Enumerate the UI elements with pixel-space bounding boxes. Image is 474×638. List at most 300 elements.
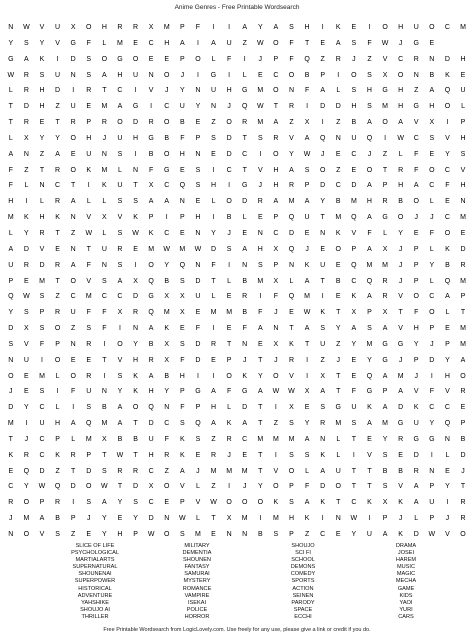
grid-letter[interactable]: M: [350, 198, 357, 206]
grid-letter[interactable]: R: [398, 166, 404, 174]
grid-letter[interactable]: F: [195, 325, 201, 333]
grid-letter[interactable]: M: [460, 340, 466, 348]
grid-letter[interactable]: D: [39, 467, 45, 475]
grid-letter[interactable]: L: [227, 404, 232, 412]
grid-letter[interactable]: N: [164, 404, 170, 412]
grid-letter[interactable]: H: [55, 420, 61, 428]
grid-letter[interactable]: D: [210, 245, 217, 253]
grid-letter[interactable]: D: [398, 404, 404, 412]
grid-letter[interactable]: E: [351, 24, 357, 31]
grid-letter[interactable]: E: [211, 150, 216, 158]
grid-letter[interactable]: A: [257, 325, 263, 333]
grid-letter[interactable]: S: [304, 166, 310, 174]
grid-letter[interactable]: W: [428, 531, 436, 538]
grid-letter[interactable]: M: [366, 261, 373, 269]
grid-letter[interactable]: I: [196, 372, 199, 380]
grid-letter[interactable]: A: [273, 119, 279, 127]
grid-letter[interactable]: R: [382, 198, 388, 206]
grid-letter[interactable]: A: [148, 372, 154, 380]
grid-letter[interactable]: N: [179, 198, 185, 206]
grid-letter[interactable]: K: [304, 515, 310, 523]
grid-letter[interactable]: A: [367, 420, 372, 428]
grid-letter[interactable]: L: [24, 182, 29, 190]
grid-letter[interactable]: K: [133, 372, 138, 380]
grid-letter[interactable]: A: [211, 420, 216, 428]
grid-letter[interactable]: H: [164, 39, 170, 47]
grid-letter[interactable]: B: [398, 198, 403, 206]
grid-letter[interactable]: W: [163, 245, 171, 253]
grid-letter[interactable]: S: [226, 245, 232, 253]
grid-letter[interactable]: U: [413, 24, 419, 31]
grid-letter[interactable]: L: [211, 293, 216, 301]
grid-letter[interactable]: N: [101, 261, 107, 269]
grid-letter[interactable]: L: [86, 198, 91, 206]
grid-letter[interactable]: P: [179, 214, 185, 222]
grid-letter[interactable]: W: [132, 229, 139, 237]
grid-letter[interactable]: R: [133, 467, 139, 475]
grid-letter[interactable]: S: [304, 451, 310, 459]
grid-letter[interactable]: E: [429, 39, 435, 47]
grid-letter[interactable]: N: [320, 229, 326, 237]
grid-letter[interactable]: O: [366, 166, 373, 174]
grid-letter[interactable]: E: [24, 372, 29, 380]
grid-letter[interactable]: Q: [319, 134, 326, 142]
grid-letter[interactable]: A: [102, 71, 107, 79]
grid-letter[interactable]: A: [367, 245, 372, 253]
grid-letter[interactable]: N: [195, 261, 201, 269]
grid-letter[interactable]: N: [70, 214, 76, 222]
grid-letter[interactable]: B: [117, 435, 123, 443]
grid-letter[interactable]: D: [429, 356, 435, 364]
grid-letter[interactable]: X: [226, 515, 232, 523]
grid-letter[interactable]: Z: [55, 293, 60, 301]
grid-letter[interactable]: O: [273, 87, 279, 95]
grid-letter[interactable]: U: [133, 71, 139, 79]
grid-letter[interactable]: O: [164, 150, 170, 158]
grid-letter[interactable]: C: [320, 531, 326, 538]
grid-letter[interactable]: A: [211, 388, 216, 396]
grid-letter[interactable]: I: [274, 451, 277, 459]
grid-letter[interactable]: N: [164, 515, 170, 523]
grid-letter[interactable]: T: [258, 356, 263, 364]
grid-letter[interactable]: I: [212, 24, 215, 31]
grid-letter[interactable]: H: [195, 214, 201, 222]
grid-letter[interactable]: V: [460, 166, 466, 174]
grid-letter[interactable]: O: [132, 404, 139, 412]
grid-letter[interactable]: C: [117, 87, 123, 95]
grid-letter[interactable]: P: [273, 214, 279, 222]
grid-letter[interactable]: C: [429, 404, 435, 412]
grid-letter[interactable]: S: [39, 293, 45, 301]
grid-letter[interactable]: M: [226, 309, 233, 317]
grid-letter[interactable]: A: [179, 467, 185, 475]
grid-letter[interactable]: E: [445, 325, 450, 333]
grid-letter[interactable]: I: [118, 325, 121, 333]
grid-letter[interactable]: I: [196, 71, 199, 79]
grid-letter[interactable]: X: [24, 325, 29, 333]
grid-letter[interactable]: J: [87, 515, 91, 523]
grid-letter[interactable]: R: [288, 356, 295, 364]
grid-letter[interactable]: P: [179, 499, 185, 507]
grid-letter[interactable]: K: [398, 499, 403, 507]
grid-letter[interactable]: A: [367, 182, 372, 190]
grid-letter[interactable]: S: [382, 483, 388, 491]
grid-letter[interactable]: N: [242, 531, 248, 538]
grid-letter[interactable]: E: [211, 531, 216, 538]
grid-letter[interactable]: K: [289, 340, 294, 348]
grid-letter[interactable]: K: [242, 372, 248, 380]
grid-letter[interactable]: Y: [351, 531, 357, 538]
grid-letter[interactable]: A: [320, 467, 325, 475]
grid-letter[interactable]: R: [86, 87, 92, 95]
grid-letter[interactable]: S: [367, 103, 372, 111]
grid-letter[interactable]: H: [210, 404, 217, 412]
grid-letter[interactable]: A: [24, 55, 29, 63]
grid-letter[interactable]: E: [86, 531, 92, 538]
grid-letter[interactable]: M: [148, 245, 155, 253]
grid-letter[interactable]: G: [413, 103, 419, 111]
grid-letter[interactable]: C: [39, 404, 45, 412]
grid-letter[interactable]: G: [70, 39, 76, 47]
grid-letter[interactable]: C: [444, 166, 450, 174]
grid-letter[interactable]: M: [101, 166, 108, 174]
grid-letter[interactable]: S: [320, 404, 325, 412]
grid-letter[interactable]: B: [179, 119, 185, 127]
grid-letter[interactable]: H: [226, 87, 232, 95]
grid-letter[interactable]: H: [8, 198, 14, 206]
grid-letter[interactable]: T: [351, 467, 356, 475]
grid-letter[interactable]: I: [321, 293, 324, 301]
grid-letter[interactable]: T: [398, 309, 403, 317]
grid-letter[interactable]: P: [460, 293, 466, 301]
grid-letter[interactable]: O: [54, 356, 61, 364]
grid-letter[interactable]: D: [320, 483, 326, 491]
grid-letter[interactable]: U: [86, 388, 92, 396]
grid-letter[interactable]: C: [335, 182, 341, 190]
grid-letter[interactable]: X: [429, 119, 435, 127]
grid-letter[interactable]: S: [86, 404, 92, 412]
grid-letter[interactable]: A: [273, 24, 279, 31]
grid-letter[interactable]: C: [242, 150, 248, 158]
grid-letter[interactable]: S: [86, 55, 92, 63]
grid-letter[interactable]: N: [257, 229, 263, 237]
grid-letter[interactable]: O: [101, 55, 108, 63]
grid-letter[interactable]: I: [56, 55, 59, 63]
grid-letter[interactable]: N: [133, 166, 139, 174]
grid-letter[interactable]: R: [8, 499, 14, 507]
grid-letter[interactable]: I: [212, 372, 215, 380]
grid-letter[interactable]: N: [70, 340, 76, 348]
grid-letter[interactable]: J: [398, 277, 403, 285]
grid-letter[interactable]: C: [148, 39, 154, 47]
grid-letter[interactable]: R: [413, 55, 419, 63]
grid-letter[interactable]: R: [413, 467, 419, 475]
grid-letter[interactable]: A: [304, 325, 310, 333]
grid-letter[interactable]: S: [367, 325, 372, 333]
grid-letter[interactable]: L: [305, 467, 310, 475]
grid-letter[interactable]: Q: [241, 103, 248, 111]
grid-letter[interactable]: O: [86, 24, 92, 31]
grid-letter[interactable]: F: [149, 166, 154, 174]
grid-letter[interactable]: Y: [211, 229, 216, 237]
grid-letter[interactable]: S: [195, 182, 201, 190]
grid-letter[interactable]: D: [133, 119, 139, 127]
grid-letter[interactable]: S: [257, 134, 263, 142]
grid-letter[interactable]: O: [241, 499, 248, 507]
grid-letter[interactable]: K: [86, 166, 92, 174]
grid-letter[interactable]: B: [460, 435, 466, 443]
grid-letter[interactable]: A: [304, 499, 310, 507]
grid-letter[interactable]: K: [445, 71, 450, 79]
grid-letter[interactable]: P: [133, 531, 138, 538]
grid-letter[interactable]: Y: [367, 356, 372, 364]
grid-letter[interactable]: Q: [8, 293, 14, 301]
grid-letter[interactable]: Q: [304, 55, 310, 63]
grid-letter[interactable]: L: [211, 198, 216, 206]
grid-letter[interactable]: S: [289, 420, 294, 428]
grid-letter[interactable]: W: [7, 71, 15, 79]
grid-letter[interactable]: T: [304, 39, 310, 47]
grid-letter[interactable]: R: [242, 293, 248, 301]
grid-letter[interactable]: O: [70, 277, 76, 285]
grid-letter[interactable]: L: [102, 198, 107, 206]
grid-letter[interactable]: H: [117, 531, 123, 538]
grid-letter[interactable]: F: [86, 261, 91, 269]
grid-letter[interactable]: I: [72, 404, 75, 412]
grid-letter[interactable]: V: [445, 531, 450, 538]
grid-letter[interactable]: S: [273, 531, 279, 538]
grid-letter[interactable]: R: [23, 71, 29, 79]
grid-letter[interactable]: R: [55, 261, 61, 269]
grid-letter[interactable]: T: [304, 340, 310, 348]
grid-letter[interactable]: Q: [195, 420, 201, 428]
grid-letter[interactable]: L: [211, 55, 216, 63]
grid-letter[interactable]: Q: [366, 277, 373, 285]
grid-letter[interactable]: P: [148, 214, 154, 222]
grid-letter[interactable]: A: [257, 388, 263, 396]
grid-letter[interactable]: M: [85, 293, 92, 301]
grid-letter[interactable]: Q: [288, 214, 295, 222]
grid-letter[interactable]: F: [367, 229, 372, 237]
grid-letter[interactable]: S: [382, 451, 388, 459]
grid-letter[interactable]: B: [148, 340, 154, 348]
grid-letter[interactable]: B: [164, 134, 170, 142]
grid-letter[interactable]: C: [70, 293, 76, 301]
grid-letter[interactable]: C: [8, 483, 14, 491]
grid-letter[interactable]: P: [39, 309, 45, 317]
grid-letter[interactable]: S: [195, 166, 201, 174]
grid-letter[interactable]: N: [195, 150, 201, 158]
grid-letter[interactable]: E: [164, 499, 170, 507]
grid-letter[interactable]: E: [24, 277, 29, 285]
grid-letter[interactable]: E: [39, 119, 45, 127]
grid-letter[interactable]: R: [460, 261, 466, 269]
grid-letter[interactable]: G: [382, 87, 388, 95]
grid-letter[interactable]: N: [335, 134, 341, 142]
grid-letter[interactable]: T: [102, 87, 107, 95]
grid-letter[interactable]: M: [179, 245, 186, 253]
grid-letter[interactable]: K: [148, 229, 154, 237]
grid-letter[interactable]: A: [351, 325, 357, 333]
grid-letter[interactable]: M: [272, 435, 279, 443]
grid-letter[interactable]: C: [429, 293, 435, 301]
grid-letter[interactable]: A: [398, 388, 403, 396]
grid-letter[interactable]: D: [320, 182, 326, 190]
grid-letter[interactable]: X: [304, 119, 310, 127]
grid-letter[interactable]: T: [39, 166, 45, 174]
grid-letter[interactable]: F: [429, 229, 434, 237]
grid-letter[interactable]: E: [445, 467, 450, 475]
grid-letter[interactable]: S: [179, 277, 185, 285]
grid-letter[interactable]: J: [414, 372, 418, 380]
grid-letter[interactable]: I: [306, 103, 309, 111]
grid-letter[interactable]: X: [273, 277, 279, 285]
grid-letter[interactable]: Z: [336, 340, 341, 348]
grid-letter[interactable]: V: [55, 39, 60, 47]
grid-letter[interactable]: Q: [444, 420, 451, 428]
grid-letter[interactable]: H: [133, 134, 139, 142]
grid-letter[interactable]: Q: [179, 182, 186, 190]
grid-letter[interactable]: D: [242, 404, 248, 412]
grid-letter[interactable]: O: [70, 372, 76, 380]
grid-letter[interactable]: A: [304, 134, 310, 142]
grid-letter[interactable]: O: [319, 166, 326, 174]
grid-letter[interactable]: P: [273, 261, 279, 269]
grid-letter[interactable]: M: [7, 420, 14, 428]
grid-letter[interactable]: O: [117, 340, 123, 348]
grid-letter[interactable]: H: [39, 103, 45, 111]
grid-letter[interactable]: K: [367, 499, 372, 507]
grid-letter[interactable]: E: [70, 150, 76, 158]
grid-letter[interactable]: U: [429, 499, 435, 507]
grid-letter[interactable]: E: [195, 451, 201, 459]
grid-letter[interactable]: X: [273, 340, 279, 348]
grid-letter[interactable]: A: [367, 293, 372, 301]
grid-letter[interactable]: V: [289, 134, 294, 142]
grid-letter[interactable]: M: [39, 372, 45, 380]
grid-letter[interactable]: H: [273, 182, 279, 190]
grid-letter[interactable]: O: [382, 119, 388, 127]
grid-letter[interactable]: R: [55, 166, 61, 174]
grid-letter[interactable]: O: [117, 119, 123, 127]
grid-letter[interactable]: V: [39, 245, 45, 253]
grid-letter[interactable]: K: [55, 214, 60, 222]
grid-letter[interactable]: T: [133, 420, 138, 428]
grid-letter[interactable]: P: [273, 55, 279, 63]
grid-letter[interactable]: F: [102, 325, 107, 333]
grid-letter[interactable]: E: [398, 451, 403, 459]
grid-letter[interactable]: J: [180, 71, 185, 79]
grid-letter[interactable]: H: [398, 24, 404, 31]
grid-letter[interactable]: P: [429, 483, 435, 491]
grid-letter[interactable]: K: [102, 182, 107, 190]
grid-letter[interactable]: U: [70, 309, 76, 317]
grid-letter[interactable]: W: [288, 388, 295, 396]
grid-letter[interactable]: X: [304, 388, 310, 396]
grid-letter[interactable]: P: [382, 515, 388, 523]
grid-letter[interactable]: E: [460, 71, 466, 79]
grid-letter[interactable]: N: [444, 435, 450, 443]
grid-letter[interactable]: O: [288, 71, 295, 79]
grid-letter[interactable]: M: [210, 467, 217, 475]
grid-letter[interactable]: I: [196, 39, 199, 47]
grid-letter[interactable]: H: [398, 103, 404, 111]
grid-letter[interactable]: G: [195, 388, 201, 396]
grid-letter[interactable]: N: [195, 229, 201, 237]
grid-letter[interactable]: I: [430, 451, 433, 459]
grid-letter[interactable]: R: [257, 198, 263, 206]
grid-letter[interactable]: X: [382, 499, 388, 507]
grid-letter[interactable]: J: [398, 39, 403, 47]
grid-letter[interactable]: K: [55, 451, 60, 459]
grid-letter[interactable]: D: [460, 451, 466, 459]
grid-letter[interactable]: O: [164, 483, 170, 491]
grid-letter[interactable]: H: [444, 372, 450, 380]
grid-letter[interactable]: E: [195, 119, 201, 127]
grid-letter[interactable]: W: [256, 103, 264, 111]
grid-letter[interactable]: I: [72, 499, 75, 507]
grid-letter[interactable]: M: [382, 261, 388, 269]
grid-letter[interactable]: D: [226, 134, 232, 142]
grid-letter[interactable]: M: [39, 277, 45, 285]
grid-letter[interactable]: G: [382, 356, 388, 364]
grid-letter[interactable]: W: [272, 388, 280, 396]
grid-letter[interactable]: H: [413, 325, 419, 333]
grid-letter[interactable]: Q: [366, 372, 373, 380]
grid-letter[interactable]: S: [351, 420, 357, 428]
grid-letter[interactable]: O: [429, 309, 435, 317]
grid-letter[interactable]: F: [180, 356, 185, 364]
grid-letter[interactable]: E: [70, 356, 76, 364]
grid-letter[interactable]: P: [86, 451, 92, 459]
grid-letter[interactable]: W: [303, 309, 311, 317]
grid-letter[interactable]: A: [320, 388, 325, 396]
grid-letter[interactable]: U: [23, 356, 29, 364]
grid-letter[interactable]: L: [227, 277, 232, 285]
grid-letter[interactable]: P: [55, 340, 60, 348]
grid-letter[interactable]: T: [226, 340, 232, 348]
grid-letter[interactable]: E: [320, 245, 325, 253]
grid-letter[interactable]: R: [133, 24, 139, 31]
grid-letter[interactable]: J: [398, 261, 403, 269]
grid-letter[interactable]: J: [430, 214, 434, 222]
grid-letter[interactable]: Y: [39, 39, 45, 47]
grid-letter[interactable]: P: [70, 515, 76, 523]
grid-letter[interactable]: K: [133, 214, 138, 222]
grid-letter[interactable]: A: [117, 420, 123, 428]
grid-letter[interactable]: E: [460, 229, 466, 237]
grid-letter[interactable]: V: [195, 499, 201, 507]
grid-letter[interactable]: T: [336, 309, 341, 317]
grid-letter[interactable]: H: [398, 182, 404, 190]
grid-letter[interactable]: L: [383, 229, 387, 237]
grid-letter[interactable]: A: [148, 325, 154, 333]
grid-letter[interactable]: D: [133, 483, 139, 491]
grid-letter[interactable]: T: [320, 214, 325, 222]
grid-letter[interactable]: F: [226, 55, 232, 63]
grid-letter[interactable]: L: [55, 404, 60, 412]
grid-letter[interactable]: O: [460, 531, 466, 538]
grid-letter[interactable]: S: [86, 499, 92, 507]
grid-letter[interactable]: H: [39, 87, 45, 95]
grid-letter[interactable]: E: [257, 71, 263, 79]
grid-letter[interactable]: P: [179, 55, 185, 63]
grid-letter[interactable]: N: [429, 55, 435, 63]
grid-letter[interactable]: D: [23, 103, 29, 111]
grid-letter[interactable]: E: [289, 309, 294, 317]
grid-letter[interactable]: W: [23, 24, 30, 31]
grid-letter[interactable]: S: [133, 198, 138, 206]
